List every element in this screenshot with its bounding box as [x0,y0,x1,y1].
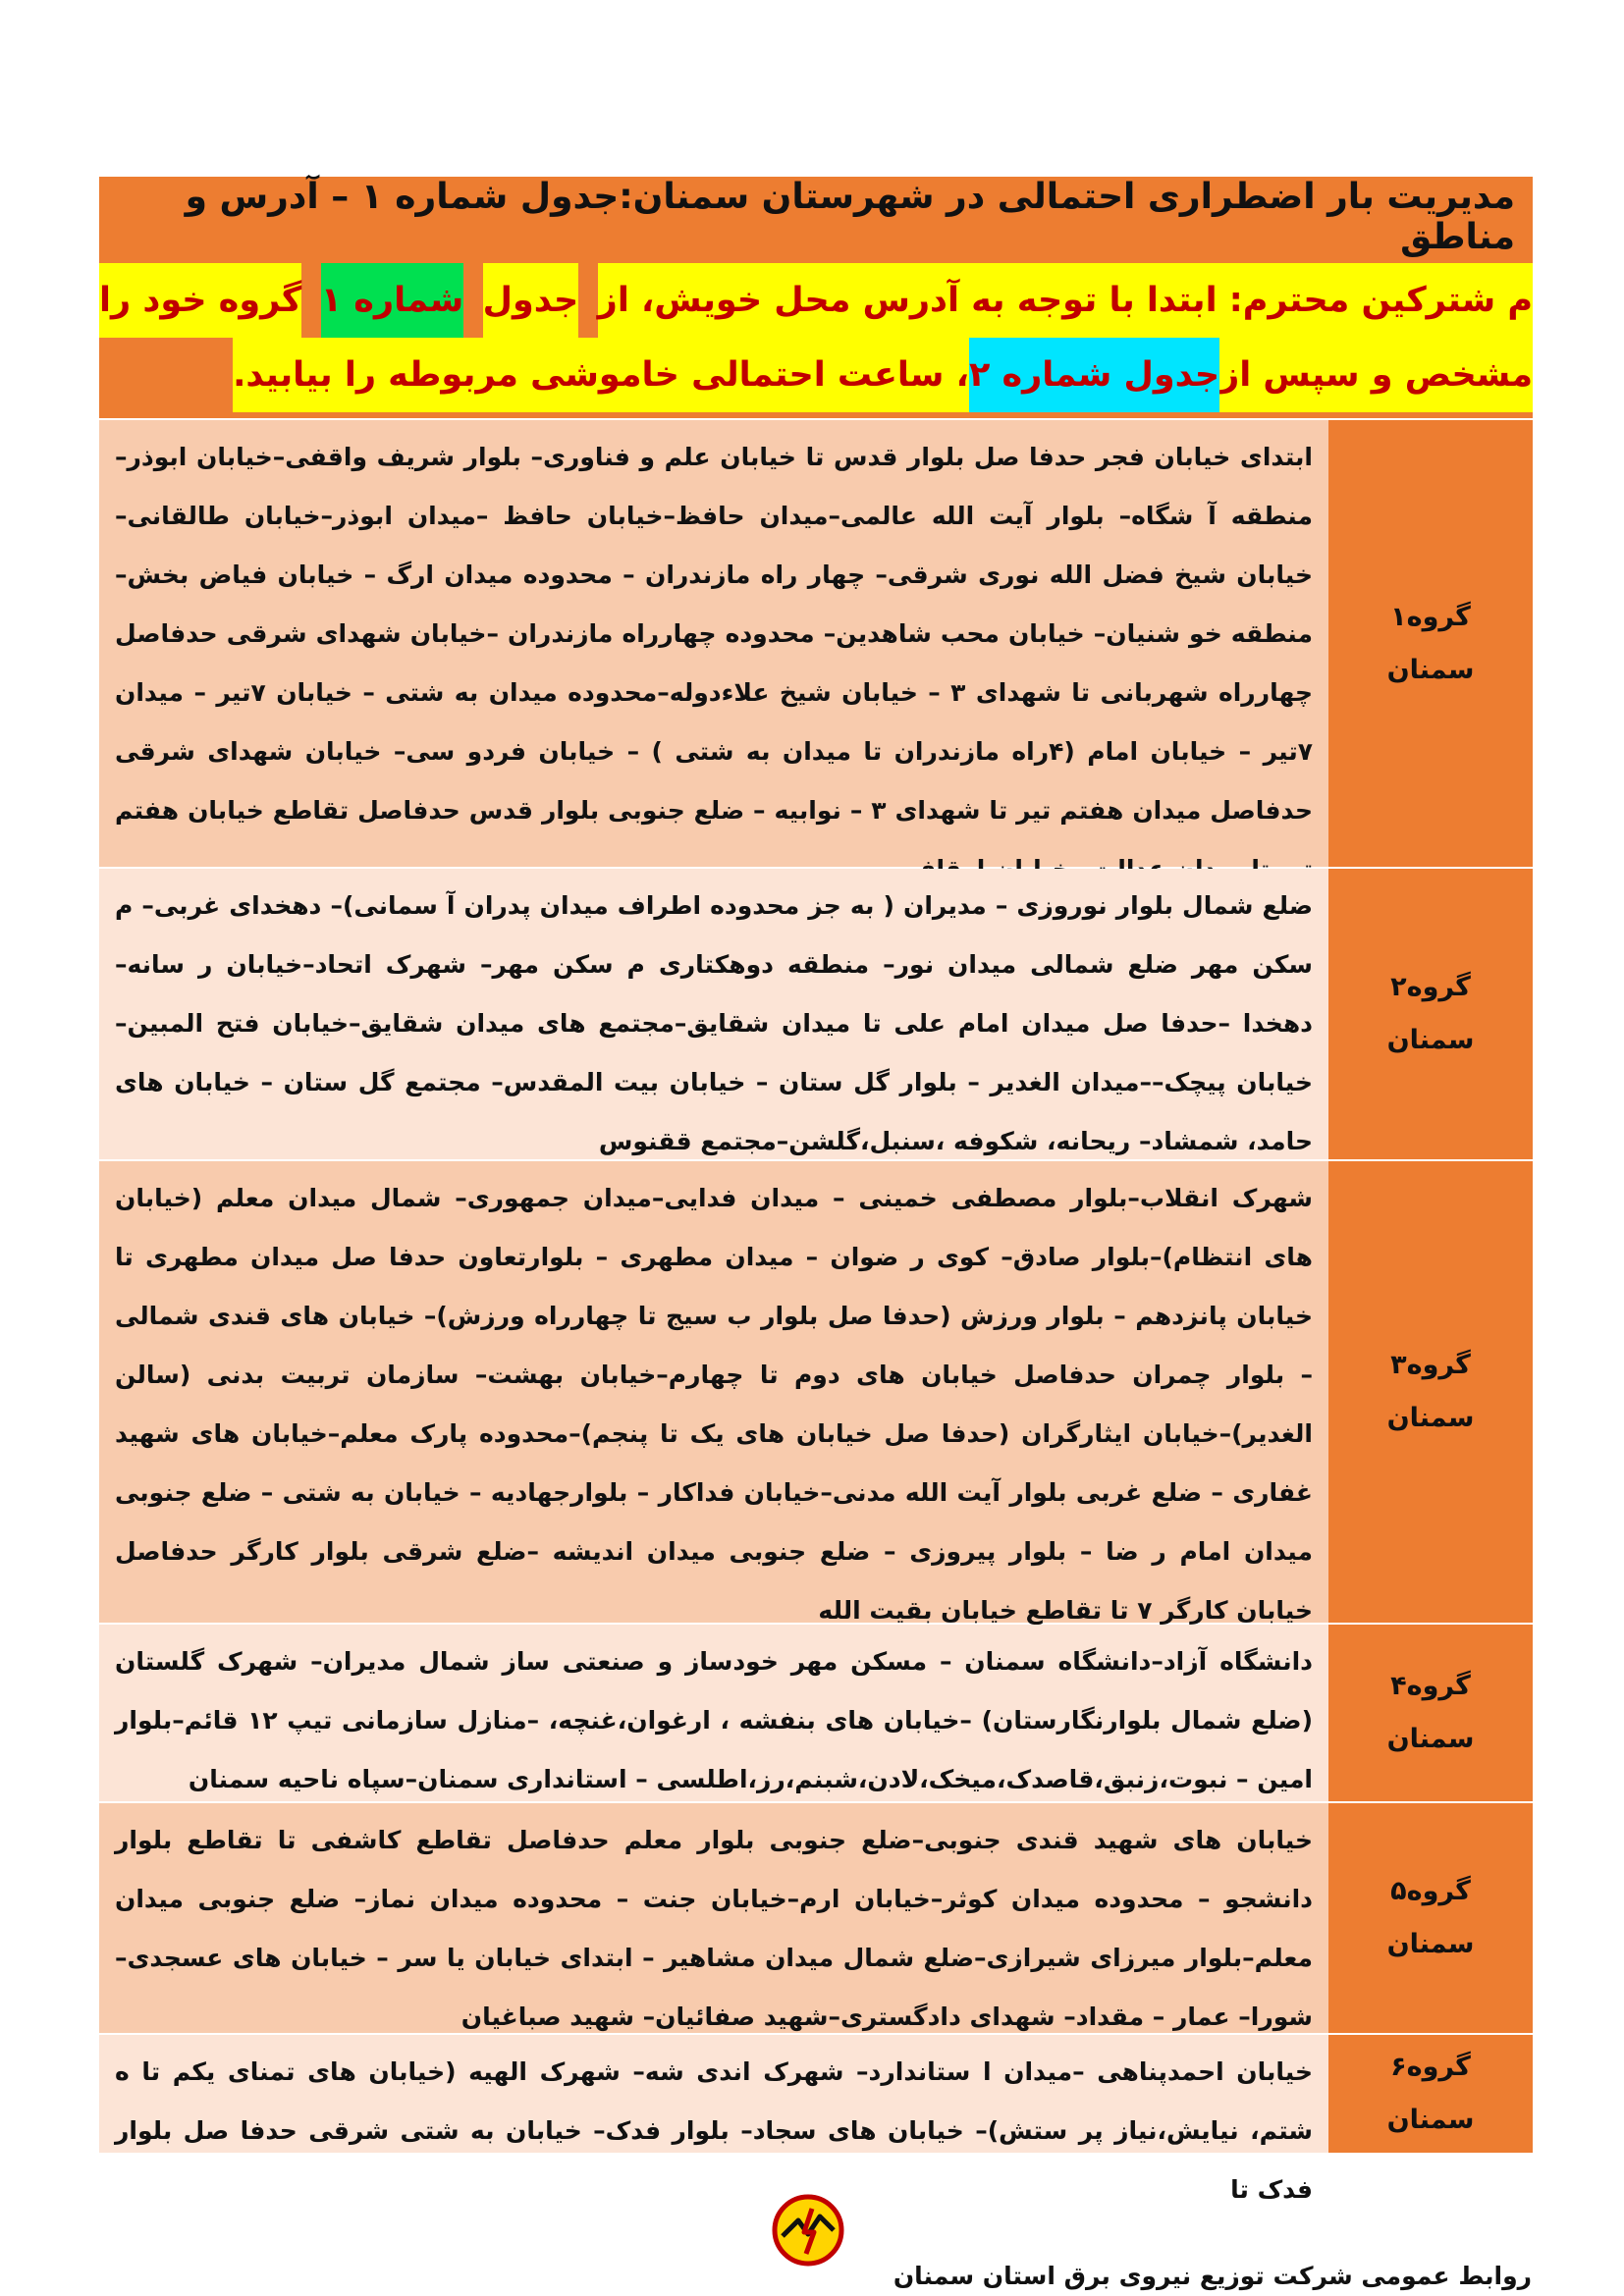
group-addresses: خیابان های شهید قندی جنوبی–ضلع جنوبی بلوار معلم حدفاصل تقاطع کاشفی تا تقاطع بلوار دانشجو – محدوده میدان کوثر–خیابان ارم–خیابان جنت – محدوده میدان نماز– ضلع جنوبی میدان معلم–بلوار میرزای شیرازی–ضلع شمال میدان مشاهیر – ابتدای خیابان یا سر – خیابان های عسجدی– شورا– عمار – مقداد– شهدای دادگستری–شهید صفائیان– شهید صباغیان [99,1803,1328,2033]
group-label-cell [1328,1625,1533,1801]
notice-text: گروه خود را [99,263,301,338]
group-label-cell [1328,420,1533,867]
group-name: گروه۵ [1390,1876,1471,1906]
group-name: گروه۴ [1390,1671,1471,1701]
group-row [99,418,1533,867]
group-city: سمنان [1386,1025,1475,1055]
group-city: سمنان [1386,1929,1475,1959]
group-row [99,2033,1533,2204]
group-city: سمنان [1386,654,1475,685]
group-row [99,1801,1533,2033]
group-city: سمنان [1386,2105,1475,2135]
footer-credit: روابط عمومی شرکت توزیع نیروی برق استان سمنان [893,2262,1532,2290]
group-label-cell [1328,869,1533,1159]
group-row [99,1159,1533,1623]
notice-box [99,257,1533,418]
group-label-cell [1328,1161,1533,1623]
notice-text: م شترکین محترم: ابتدا با توجه به آدرس محل خویش، از [598,263,1533,338]
document-title: مدیریت بار اضطراری احتمالی در شهرستان سمنان:جدول شماره ۱ – آدرس و مناطق [99,177,1533,257]
group-city: سمنان [1386,1403,1475,1433]
notice-highlight-table-number: شماره ۱ [321,263,463,338]
group-addresses: ابتدای خیابان فجر حدفا صل بلوار قدس تا خیابان علم و فناوری– بلوار شریف واقفی–خیابان ابوذر– منطقه آ شگاه– بلوار آیت الله عالمی–میدان حافظ–خیابان حافظ –میدان ابوذر–خیابان طالقانی– خیابان شیخ فضل الله نوری شرقی– چهار راه مازندران – محدوده میدان ارگ – خیابان فیاض بخش– منطقه خو شنیان– خیابان محب شاهدین– محدوده چهارراه مازندران –خیابان شهدای شرقی حدفاصل چهارراه شهربانی تا شهدای ۳ – خیابان شیخ علاءدوله–محدوده میدان به شتی – خیابان ۷تیر – میدان ۷تیر – خیابان امام (۴راه مازندران تا میدان به شتی ) – خیابان فردو سی– خیابان شهدای شرقی حدفاصل میدان هفتم تیر تا شهدای ۳ – نوابیه – ضلع جنوبی بلوار قدس حدفاصل تقاطع خیابان هفتم [99,420,1328,867]
notice-text: مشخص و سپس از [1219,338,1533,412]
group-label-cell [1328,1803,1533,2033]
notice-text: ، ساعت احتمالی خاموشی مربوطه را بیابید. [233,338,969,412]
group-addresses: ضلع شمال بلوار نوروزی – مدیران ( به جز محدوده اطراف میدان پدران آ سمانی)– دهخدای غربی– م سکن مهر ضلع شمالی میدان نور– منطقه دوهکتاری م سکن مهر– شهرک اتحاد–خیابان ر سانه– دهخدا –حدفا صل میدان امام علی تا میدان شقایق–مجتمع های میدان شقایق–خیابان فتح المبین– خیابان پیچک––میدان الغدیر – بلوار گل ستان – خیابان بیت المقدس– مجتمع گل ستان – خیابان های حامد، شمشاد– ریحانه، شکوفه ،سنبل،گلشن–مجتمع ققنوس [99,869,1328,1159]
group-city: سمنان [1386,1724,1475,1754]
notice-line-2 [99,338,1533,412]
group-name: گروه۲ [1390,972,1471,1002]
group-addresses: دانشگاه آزاد–دانشگاه سمنان – مسکن مهر خودساز و صنعتی ساز شمال مدیران– شهرک گلستان (ضلع شمال بلوارنگارستان) –خیابان های بنفشه ، ارغوان،غنچه، –منازل سازمانی تیپ ۱۲ قائم–بلوار امین – نبوت،زنبق،قاصدک،میخک،لادن،شبنم،رز،اطلسی – استانداری سمنان–سپاه ناحیه سمنان [99,1625,1328,1801]
group-addresses: خیابان احمدپناهی –میدان ا ستاندارد– شهرک اندی شه– شهرک الهیه (خیابان های تمنای یکم تا ه شتم، نیایش،نیاز پر ستش)– خیابان های سجاد– بلوار فدک– خیابان به شتی شرقی حدفا صل بلوار فدک تا [99,2035,1328,2153]
outage-document [99,177,1533,2204]
group-name: گروه۳ [1390,1350,1471,1380]
group-row [99,867,1533,1159]
notice-highlight-table-2: جدول شماره ۲ [969,338,1219,412]
group-addresses: شهرک انقلاب–بلوار مصطفی خمینی – میدان فدایی–میدان جمهوری– شمال میدان معلم (خیابان های انتظام)–بلوار صادق– کوی ر ضوان – میدان مطهری – بلوارتعاون حدفا صل میدان مطهری تا خیابان پانزدهم – بلوار ورزش (حدفا صل بلوار ب سیج تا چهارراه ورزش)– خیابان های قندی شمالی – بلوار چمران حدفاصل خیابان های دوم تا چهارم–خیابان بهشت– سازمان تربیت بدنی (سالن الغدیر)–خیابان ایثارگران (حدفا صل خیابان های یک تا پنجم)–محدوده پارک معلم–خیابان های شهید غفاری – ضلع غربی بلوار آیت الله مدنی–خیابان فداکار – بلوارجهادیه – خیابان به شتی – ضلع جنوبی میدان امام ر ضا – بلوار پیروزی – ضلع جنوبی میدان اندیشه –ضلع شرقی بلوار کارگر حدفاصل خیابان کارگر ۷ تا تقاطع خیابان بقیت الله [99,1161,1328,1623]
page-footer [0,2189,1624,2296]
tavanir-logo-icon [769,2191,847,2269]
notice-highlight-table: جدول [483,263,579,338]
group-label-cell [1328,2035,1533,2153]
group-row [99,1623,1533,1801]
notice-line-1 [99,263,1533,338]
group-name: گروه۱ [1390,601,1471,632]
group-name: گروه۶ [1390,2052,1471,2082]
